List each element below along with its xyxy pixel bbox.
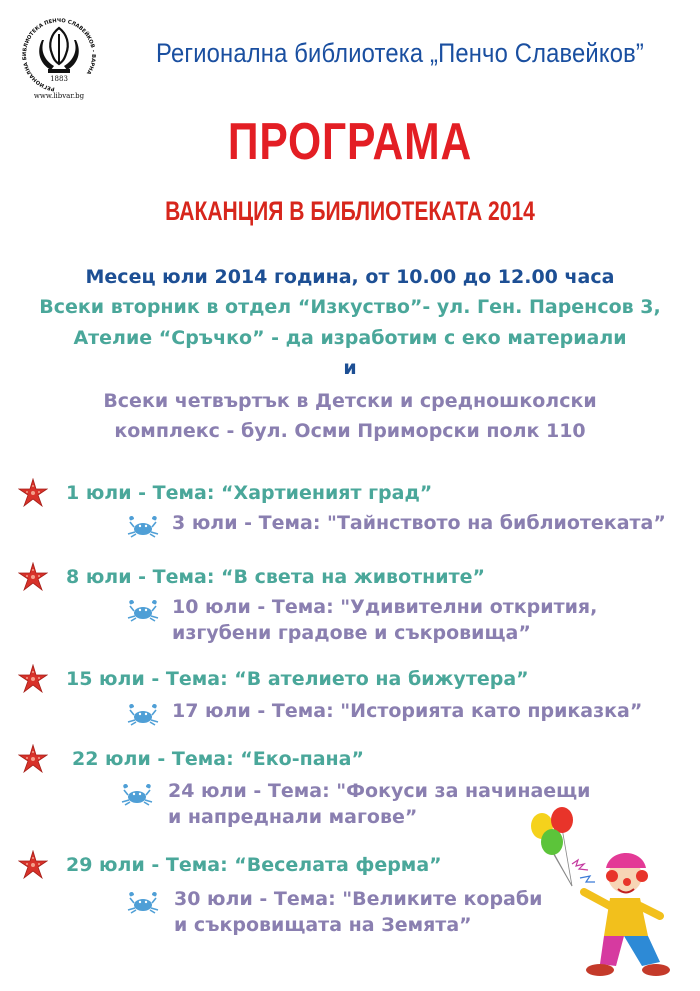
intro-line-1: Месец юли 2014 година, от 10.00 до 12.00 часа bbox=[85, 266, 615, 288]
clown-with-balloons-illustration bbox=[520, 806, 685, 986]
page-subtitle: ВАКАНЦИЯ В БИБЛИОТЕКАТА 2014 bbox=[165, 196, 535, 226]
starfish-icon bbox=[18, 562, 48, 592]
crab-icon bbox=[120, 782, 154, 806]
logo-url: www.libvar.bg bbox=[33, 92, 85, 100]
thursday-item: 3 юли - Тема: "Тайнството на библиотеката” bbox=[172, 512, 666, 534]
starfish-icon bbox=[18, 664, 48, 694]
tuesday-item: 29 юли - Тема: “Веселата ферма” bbox=[66, 854, 442, 876]
crab-icon bbox=[126, 514, 160, 538]
starfish-icon bbox=[18, 850, 48, 880]
logo-year: 1883 bbox=[50, 75, 68, 83]
crab-icon bbox=[126, 598, 160, 622]
thursday-item-cont: и напреднали магове” bbox=[168, 806, 418, 828]
thursday-item-cont: и съкровищата на Земята” bbox=[174, 914, 472, 936]
intro-line-5: Всеки четвъртък в Детски и средношколски bbox=[103, 390, 597, 412]
intro-line-6: комплекс - бул. Осми Приморски полк 110 bbox=[114, 420, 586, 442]
logo-ring-text: РЕГИОНАЛНА БИБЛИОТЕКА ПЕНЧО СЛАВЕЙКОВ - ВАРНА bbox=[22, 17, 97, 92]
starfish-icon bbox=[18, 478, 48, 508]
library-title: Регионална библиотека „Пенчо Славейков” bbox=[155, 38, 644, 68]
crab-icon bbox=[126, 702, 160, 726]
thursday-item: 30 юли - Тема: "Великите кораби bbox=[174, 888, 543, 910]
intro-line-2: Всеки вторник в отдел “Изкуство”- ул. Ген. Паренсов 3, bbox=[39, 296, 661, 318]
tuesday-item: 22 юли - Тема: “Еко-пана” bbox=[72, 748, 364, 770]
tuesday-item: 15 юли - Тема: “В ателието на бижутера” bbox=[66, 668, 529, 690]
thursday-item: 10 юли - Тема: "Удивителни открития, bbox=[172, 596, 598, 618]
thursday-item-cont: изгубени градове и съкровища” bbox=[172, 622, 531, 644]
tuesday-item: 8 юли - Тема: “В света на животните” bbox=[66, 566, 485, 588]
thursday-item: 24 юли - Тема: "Фокуси за начинаещи bbox=[168, 780, 591, 802]
library-logo bbox=[18, 14, 100, 100]
page-title: ПРОГРАМА bbox=[227, 113, 473, 171]
intro-line-3: Ателие “Сръчко” - да изработим с еко материали bbox=[73, 327, 627, 349]
tuesday-item: 1 юли - Тема: “Хартиеният град” bbox=[66, 482, 433, 504]
thursday-item: 17 юли - Тема: "Историята като приказка” bbox=[172, 700, 643, 722]
starfish-icon bbox=[18, 744, 48, 774]
intro-line-4: и bbox=[343, 357, 357, 379]
crab-icon bbox=[126, 890, 160, 914]
